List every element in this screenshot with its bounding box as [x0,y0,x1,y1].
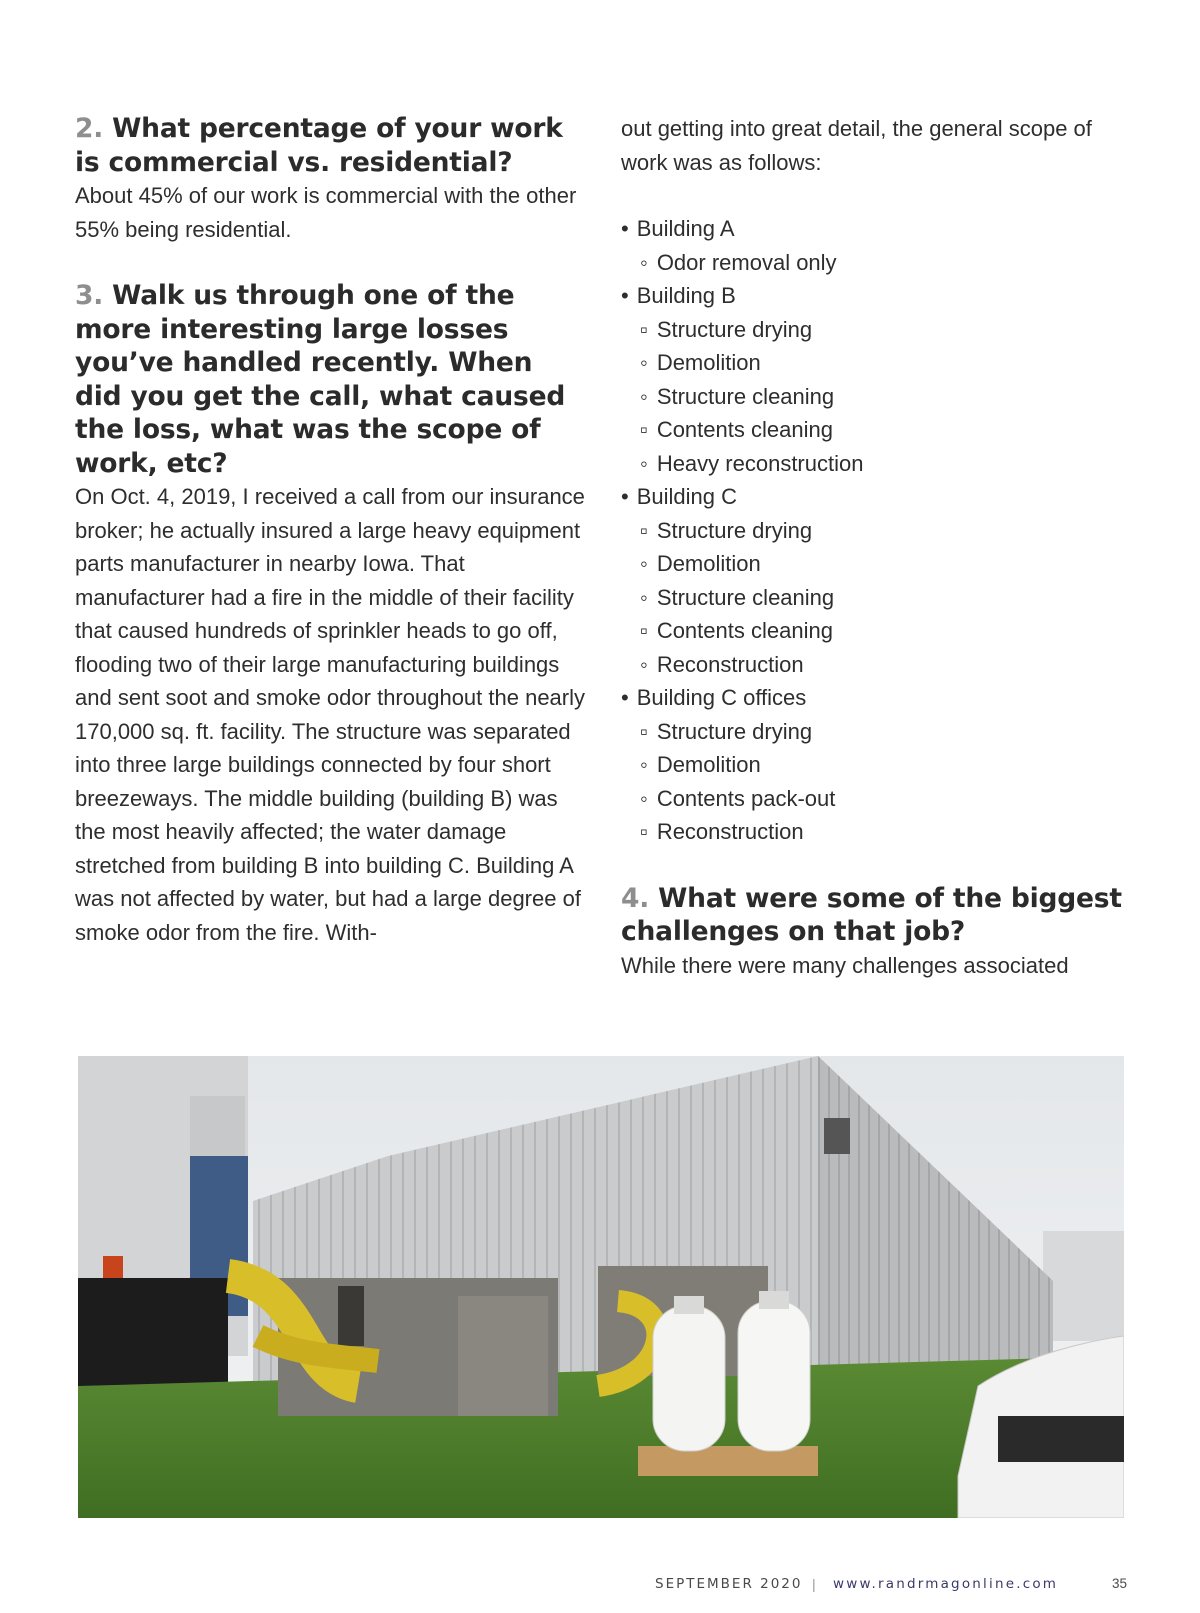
scope-task-item: ▫ Structure drying [640,313,1141,347]
scope-task-item: ◦ Contents pack-out [640,782,1141,816]
answer-3-paragraph: On Oct. 4, 2019, I received a call from our insurance broker; he actually insured a large heavy equipment parts manufacturer in nearby Iowa. That manufacturer had a fire in the middle of their facility that caused hundreds of sprinkler heads to go off, flooding two of their large manufacturing buildings and sent soot and smoke odor throughout the nearly 170,000 sq. ft. facility. The structure was separated into three large buildings connected by four short breezeways. The middle building (building B) was the most heavily affected; the water damage stretched from building B into building C. Building A was not affected by water, but had a large degree of smoke odor from the fire. With- [75,484,586,945]
scope-task-item: ◦ Odor removal only [640,246,1141,280]
question-4-heading [621,882,1141,949]
scope-task-item: ◦ Demolition [640,748,1141,782]
answer-2-paragraph: About 45% of our work is commercial with the other 55% being residential. [75,183,577,242]
scope-task-list [621,246,1141,280]
scope-building-label: • Building A [621,212,1141,246]
scope-building-label: • Building C offices [621,681,1141,715]
scope-task-list [621,313,1141,481]
question-2-number: 2. [75,113,104,144]
scope-building-item [621,681,1141,849]
equipment-photo-illustration [78,1056,1124,1518]
scope-of-work-list [621,212,1141,849]
scope-task-item: ▫ Structure drying [640,715,1141,749]
question-4-text: What were some of the biggest challenges on that job? [621,882,1122,947]
left-column [75,112,585,949]
question-2-text: What percentage of your work is commercial vs. residential? [75,113,563,178]
wall-vent [824,1118,850,1154]
distant-building [1043,1231,1124,1341]
website-link[interactable]: www.randrmagonline.com [833,1576,1059,1592]
issue-date: SEPTEMBER 2020 [655,1576,803,1592]
scope-building-item [621,212,1141,279]
answer-4-paragraph: While there were many challenges associated [621,952,1069,978]
scope-task-item: ◦ Reconstruction [640,648,1141,682]
scope-building-item [621,279,1141,480]
scope-task-item: ▫ Contents cleaning [640,413,1141,447]
question-3-number: 3. [75,280,104,311]
scope-building-label: • Building C [621,480,1141,514]
question-4-number: 4. [621,882,650,914]
question-2-heading [75,112,585,179]
page-footer [0,1576,1200,1602]
equipment-photo [78,1056,1124,1518]
scope-task-item: ◦ Structure cleaning [640,581,1141,615]
scope-building-item [621,480,1141,681]
scope-task-list [621,514,1141,682]
scope-task-item: ▫ Structure drying [640,514,1141,548]
scope-task-item: ▫ Reconstruction [640,815,1141,849]
page-number: 35 [1112,1576,1128,1591]
question-3-heading [75,279,585,480]
footer-separator: | [812,1576,816,1592]
scope-task-list [621,715,1141,849]
scope-task-item: ◦ Structure cleaning [640,380,1141,414]
scope-task-item: ◦ Demolition [640,346,1141,380]
scope-building-label: • Building B [621,279,1141,313]
right-column [621,112,1141,982]
scope-task-item: ◦ Demolition [640,547,1141,581]
question-3-text: Walk us through one of the more interesting large losses you’ve handled recently. When did you get the call, what caused the loss, what was the scope of work, etc? [75,280,566,479]
scope-task-item: ▫ Contents cleaning [640,614,1141,648]
answer-3-continuation: out getting into great detail, the general scope of work was as follows: [621,116,1092,175]
scope-task-item: ◦ Heavy reconstruction [640,447,1141,481]
